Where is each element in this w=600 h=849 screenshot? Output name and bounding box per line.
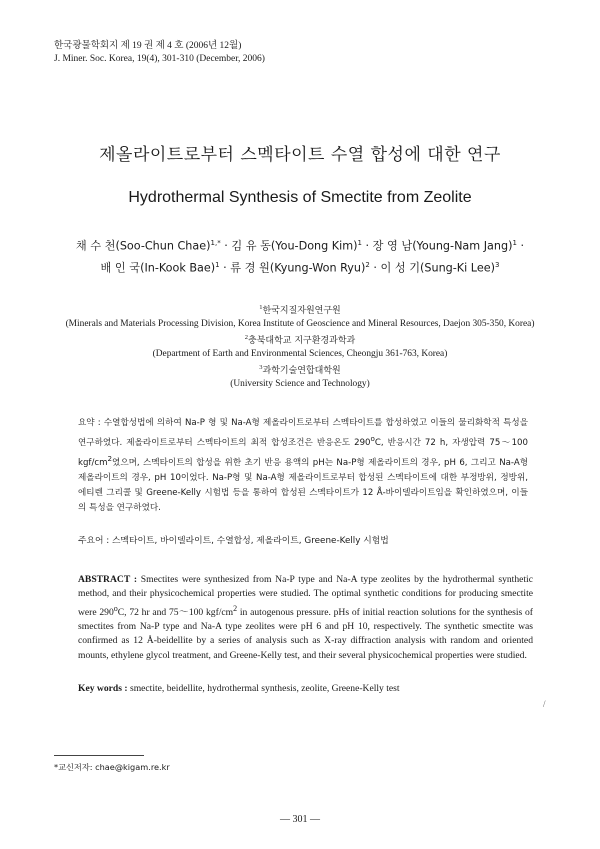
author-separator: · [361, 239, 373, 253]
affiliation-1-en: (Minerals and Materials Processing Division, Korea Institute of Geoscience and Mineral Resources, Daejon 305-350, Korea) [65, 319, 535, 330]
author-separator: · [369, 261, 381, 275]
affiliation-2-en: (Department of Earth and Environmental Sciences, Cheongju 361-763, Korea) [152, 349, 448, 360]
author-affil-sup: 2 [365, 260, 370, 269]
abstract-korean-text: C, 반응시간 72 h, 자생압력 75～100 kgf/cm [78, 437, 528, 468]
affiliation-sup: 1 [259, 304, 263, 311]
affiliation-name-ko: 한국지질자원연구원 [262, 306, 341, 317]
degree-sup: o [113, 603, 118, 613]
journal-citation-korean: 한국광물학회지 제 19 권 제 4 호 (2006년 12월) [54, 41, 242, 51]
affiliation-sup: 2 [244, 334, 249, 342]
title-korean: 제올라이트로부터 스멕타이트 수열 합성에 대한 연구 [99, 145, 501, 165]
author-affil-sup: 1 [215, 260, 220, 269]
abstract-korean-text: 수열합성법에 의하여 Na-P 형 및 Na-A형 제올라이트로부터 스멕타이트를 합성하였고 이들의 물리화학적 특성을 연구하였다. 제올라이트로부터 스멕타이트의 최적 합성조건은 반응온도 290 [78, 418, 528, 448]
author-name: 채 수 천(Soo-Chun Chae) [75, 239, 211, 253]
footnote-divider [54, 755, 144, 756]
affiliation-sup: 3 [259, 364, 263, 372]
affiliations [20, 301, 580, 391]
abstract-korean [78, 416, 528, 516]
page-number: — 301 — [280, 814, 320, 825]
title-english: Hydrothermal Synthesis of Smectite from Zeolite [128, 189, 472, 206]
author-affil-sup: 1,* [210, 239, 221, 247]
keywords-english-label: Key words : [78, 683, 128, 694]
square-sup: 2 [233, 603, 238, 613]
author-affil-sup: 1 [512, 239, 517, 247]
author-name: 배 인 국(In-Kook Bae) [100, 261, 216, 275]
abstract-english [78, 573, 533, 663]
keywords-korean [78, 533, 528, 546]
author-name: 이 성 기(Sung-Ki Lee) [380, 261, 495, 275]
author-affil-sup: 3 [494, 260, 500, 269]
abstract-english-text: C, 72 hr and 75～100 kgf/cm [117, 606, 234, 618]
keywords-korean-label: 주요어 : [78, 536, 110, 546]
abstract-english-text: in autogenous pressure. pHs of initial reaction solutions for the synthesis of smectites from Na-P type and Na-A type zeolites were pH 6 and pH 10, respectively. The synthetic smectite was confirmed as 12 Å-beidellite by a series of analysis such as X-ray diffraction analysis with random and oriented mounts, ethylene glycol treatment, and Greene-Kelly test, and their several physicochemical properties were studied. [78, 606, 534, 661]
journal-header [54, 40, 265, 66]
abstract-korean-label: 요약 : [78, 418, 101, 428]
keywords-korean-text: 스멕타이트, 바이델라이트, 수열합성, 제올라이트, Greene-Kelly 시험법 [109, 536, 389, 546]
abstract-korean-text: 였으며, 스멕타이트의 합성을 위한 초기 반응 용액의 pH는 Na-P형 제올라이트의 경우, pH 6, 그리고 Na-A형 제올라이트의 경우, pH 10이었다. Na-P형 및 Na-A형 제올라이트로부터 합성된 스멕타이트에 대한 부정방위, 정방위, 에티렌 그리콜 및 Greene-Kelly 시험법 등을 통하여 합성된 스멕타이트가 12 Å-바이델라이트임을 확인하였으며, 이들의 특성을 연구하였다. [78, 457, 528, 513]
corresponding-author-footnote: *교신저자: chae@kigam.re.kr [54, 762, 170, 772]
author-name: 장 영 남(Young-Nam Jang) [372, 239, 513, 253]
author-separator: · [516, 239, 525, 253]
abstract-english-label: ABSTRACT : [78, 574, 138, 585]
affiliation-2-ko [20, 331, 580, 348]
author-name: 김 유 동(You-Dong Kim) [231, 239, 358, 253]
square-sup: 2 [107, 453, 113, 463]
abstract-english-text: Smectites were synthesized from Na-P type and Na-A type zeolites by the hydrothermal synthetic method, and their physicochemical properties were studied. The optimal synthetic conditions for producing smectite were 290 [78, 574, 533, 618]
keywords-english [78, 683, 533, 694]
author-separator: · [219, 261, 231, 275]
author-name: 류 경 원(Kyung-Won Ryu) [230, 261, 366, 275]
author-separator: · [220, 239, 232, 253]
author-line-2 [0, 256, 600, 278]
affiliation-name-ko: 충북대학교 지구환경과학과 [248, 336, 356, 347]
affiliation-3-ko [20, 361, 580, 378]
keywords-english-text: smectite, beidellite, hydrothermal synthesis, zeolite, Greene-Kelly test [127, 683, 400, 694]
author-list [0, 234, 600, 277]
author-line-1 [0, 234, 600, 256]
affiliation-1-ko [20, 301, 580, 318]
affiliation-name-ko: 과학기술연합대학원 [262, 366, 341, 377]
affiliation-3-en: (University Science and Technology) [230, 379, 370, 390]
journal-citation-english: J. Miner. Soc. Korea, 19(4), 301-310 (December, 2006) [54, 54, 265, 64]
margin-mark: / [543, 699, 546, 709]
degree-sup: o [370, 434, 375, 443]
author-affil-sup: 1 [357, 239, 362, 247]
